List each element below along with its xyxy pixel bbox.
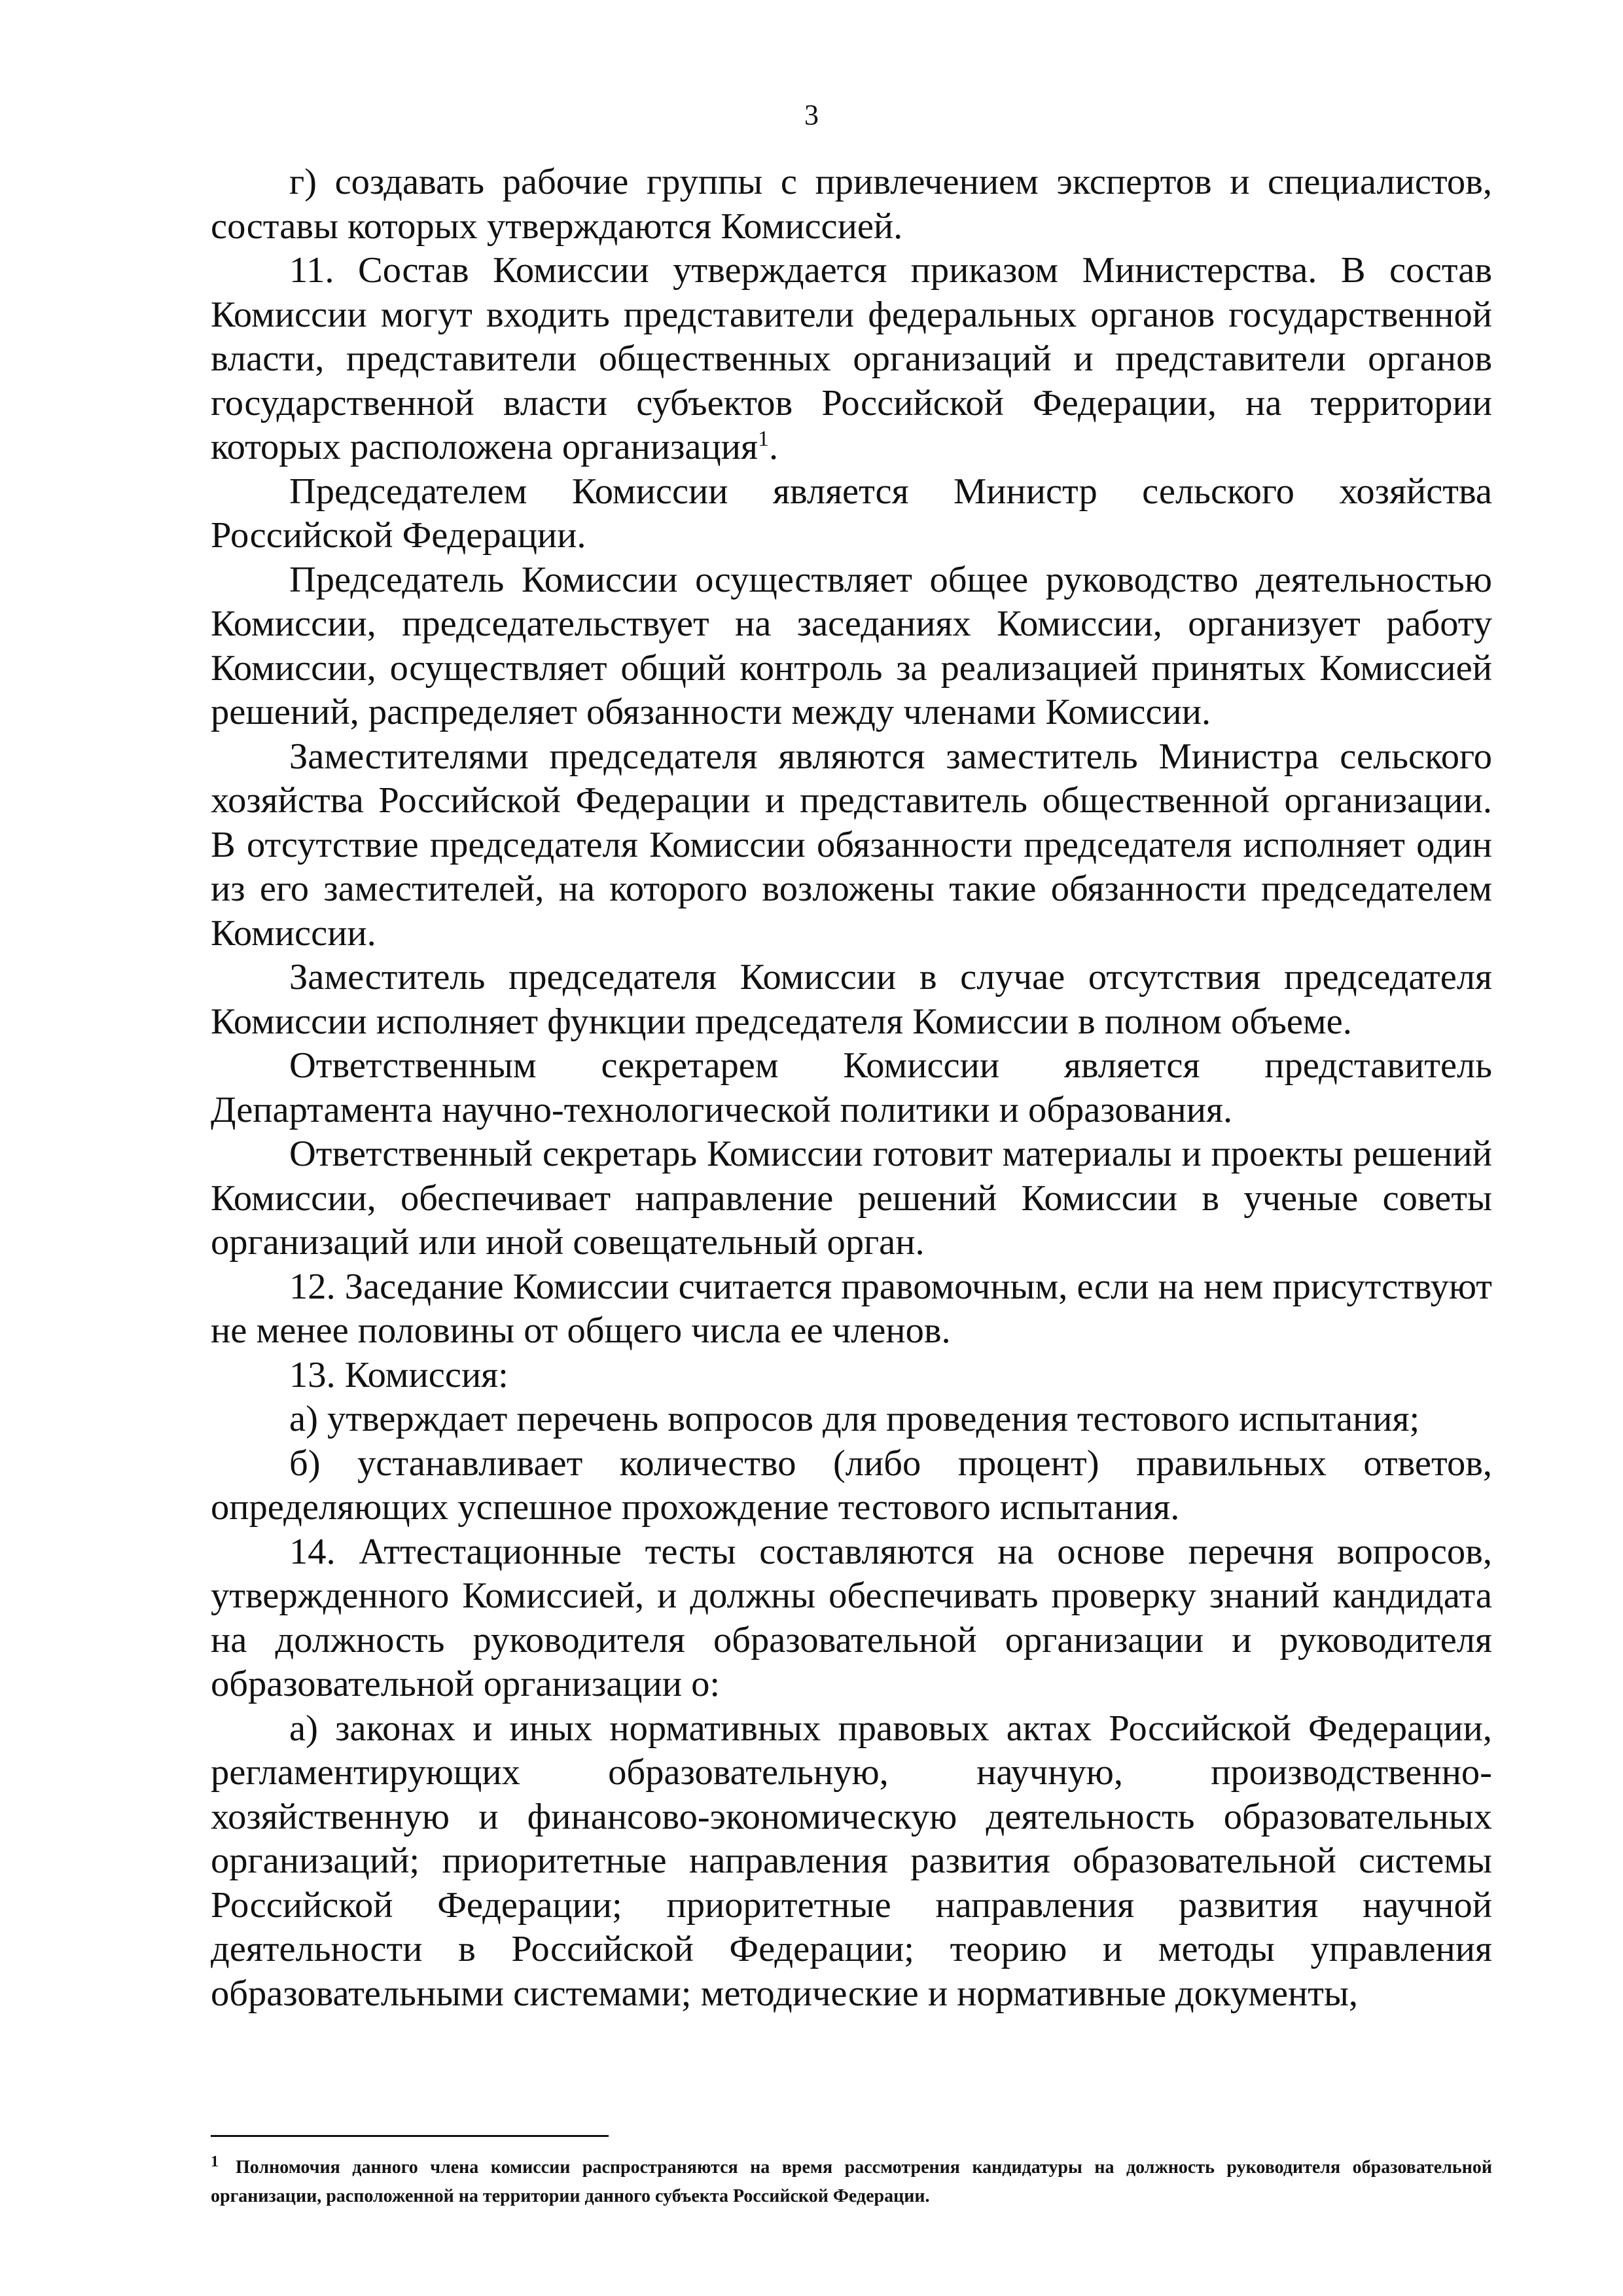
- paragraph-13a: а) утверждает перечень вопросов для проведения тестового испытания;: [289, 1399, 1420, 1439]
- paragraph-chairman-duties: Председатель Комиссии осуществляет общее руководство деятельностью Комиссии, председательствует на заседаниях Комиссии, организует работу Комиссии, осуществляет общий контроль за реализацией принятых Комиссией решений, распределяет обязанности между членами Комиссии.: [211, 559, 1492, 732]
- paragraph-11-end: .: [768, 427, 779, 467]
- paragraph-11: [211, 249, 1492, 470]
- paragraph-13: 13. Комиссия:: [289, 1354, 508, 1395]
- paragraph-deputy-functions: Заместитель председателя Комиссии в случае отсутствия председателя Комиссии исполняет функции председателя Комиссии в полном объеме.: [211, 957, 1492, 1042]
- paragraph-10g: г) создавать рабочие группы с привлечением экспертов и специалистов, составы которых утверждаются Комиссией.: [211, 162, 1492, 247]
- paragraph-secretary: Ответственным секретарем Комиссии является представитель Департамента научно-технологической политики и образования.: [211, 1045, 1492, 1130]
- footnote-reference: 1: [757, 427, 769, 452]
- paragraph-14a: а) законах и иных нормативных правовых актах Российской Федерации, регламентирующих образовательную, научную, производственно-хозяйственную и финансово-экономическую деятельность образовательных организаций; приоритетные направления развития образовательной системы Российской Федерации; приоритетные направления развития научной деятельности в Российской Федерации; теорию и методы управления образовательными системами; методические и нормативные документы,: [211, 1708, 1492, 2014]
- footnote-text: Полномочия данного члена комиссии распространяются на время рассмотрения кандидатуры на должность руководителя образовательной организации, расположенной на территории данного субъекта Российской Федерации.: [211, 2157, 1492, 2206]
- paragraph-secretary-duties: Ответственный секретарь Комиссии готовит материалы и проекты решений Комиссии, обеспечивает направление решений Комиссии в ученые советы организаций или иной совещательный орган.: [211, 1134, 1492, 1263]
- paragraph-13b: б) устанавливает количество (либо процент) правильных ответов, определяющих успешное прохождение тестового испытания.: [211, 1443, 1492, 1528]
- footnote: [211, 2153, 1492, 2211]
- page-number: 3: [804, 99, 819, 131]
- paragraph-chairman: Председателем Комиссии является Министр сельского хозяйства Российской Федерации.: [211, 471, 1492, 556]
- paragraph-11-text: 11. Состав Комиссии утверждается приказом Министерства. В состав Комиссии могут входить представители федеральных органов государственной власти, представители общественных организаций и представители органов государственной власти субъектов Российской Федерации, на территории которых расположена организация: [211, 250, 1492, 467]
- footnote-mark: 1: [211, 2153, 219, 2170]
- footnote-divider: [211, 2135, 609, 2137]
- document-body: [211, 160, 1492, 2016]
- paragraph-deputies: Заместителями председателя являются заместитель Министра сельского хозяйства Российской Федерации и представитель общественной организации. В отсутствие председателя Комиссии обязанности председателя исполняет один из его заместителей, на которого возложены такие обязанности председателем Комиссии.: [211, 736, 1492, 954]
- paragraph-14: 14. Аттестационные тесты составляются на основе перечня вопросов, утвержденного Комиссией, и должны обеспечивать проверку знаний кандидата на должность руководителя образовательной организации и руководителя образовательной организации о:: [211, 1531, 1492, 1704]
- paragraph-12: 12. Заседание Комиссии считается правомочным, если на нем присутствуют не менее половины от общего числа ее членов.: [211, 1266, 1492, 1351]
